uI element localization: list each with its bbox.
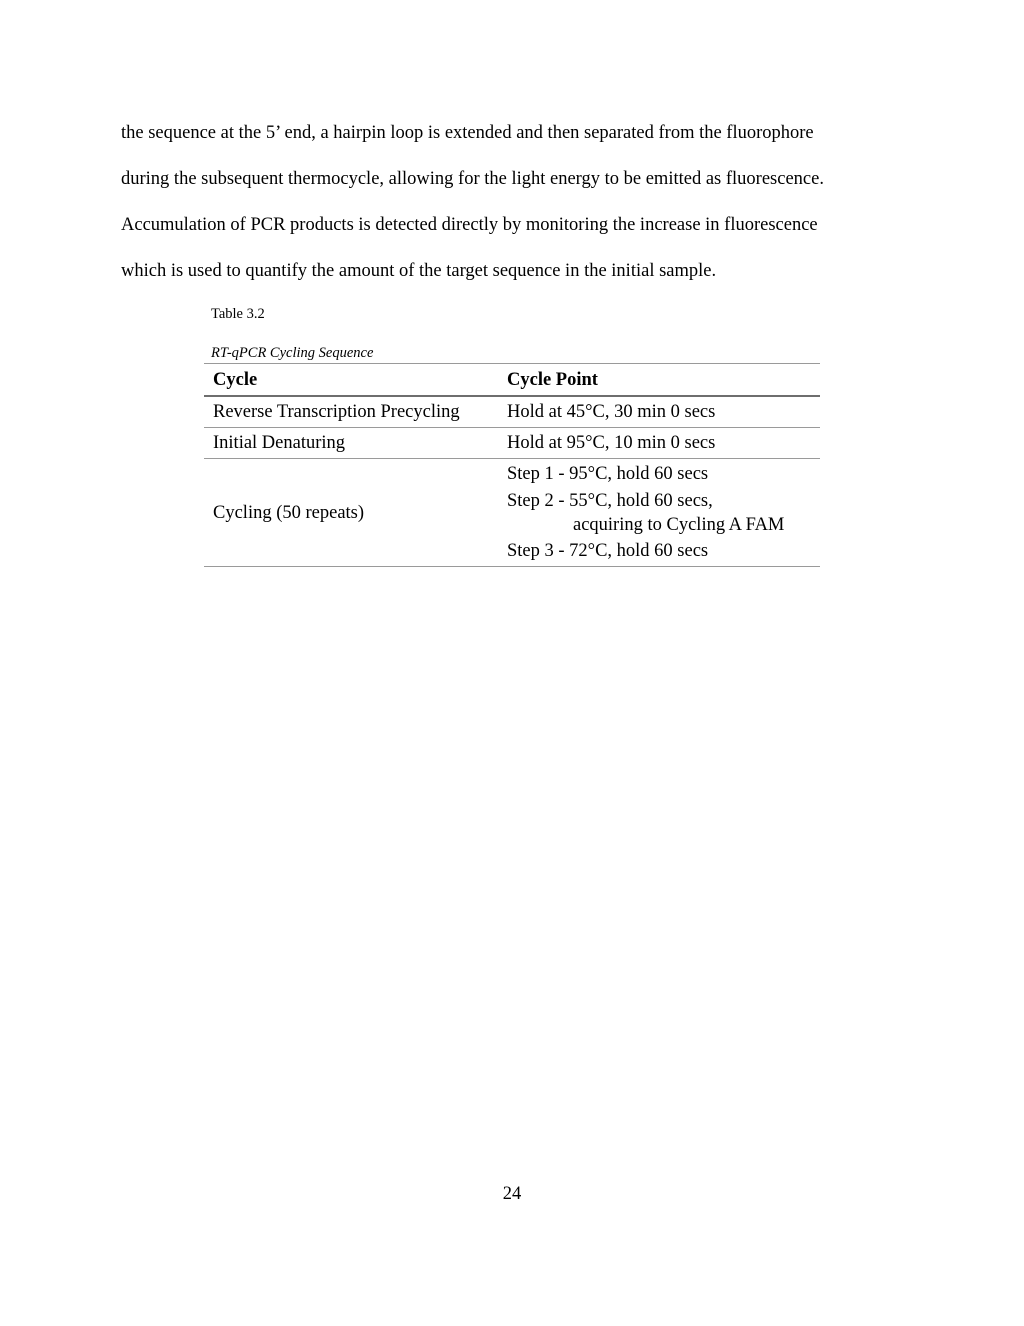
table-cell-cycle-point: Step 3 - 72°C, hold 60 secs bbox=[507, 541, 709, 561]
paragraph-line: Accumulation of PCR products is detected directly by monitoring the increase in fluorescence bbox=[121, 215, 818, 235]
table-label: Table 3.2 bbox=[211, 306, 265, 322]
page-number: 24 bbox=[502, 1184, 522, 1204]
column-header-cycle: Cycle bbox=[213, 370, 258, 390]
paragraph-line: during the subsequent thermocycle, allowing for the light energy to be emitted as fluorescence. bbox=[121, 169, 824, 189]
table-cell-cycle: Reverse Transcription Precycling bbox=[213, 402, 460, 422]
paragraph-line: which is used to quantify the amount of the target sequence in the initial sample. bbox=[121, 261, 717, 281]
table-cell-cycle-point: acquiring to Cycling A FAM bbox=[573, 515, 785, 535]
table-title: RT-qPCR Cycling Sequence bbox=[211, 345, 374, 361]
row-divider bbox=[204, 458, 820, 459]
header-rule bbox=[204, 395, 820, 397]
table-bottom-rule bbox=[204, 566, 820, 567]
table-cell-cycle-point: Step 2 - 55°C, hold 60 secs, bbox=[507, 491, 713, 511]
column-header-cycle-point: Cycle Point bbox=[507, 370, 598, 390]
table-top-rule bbox=[204, 363, 820, 364]
table-cell-cycle-point: Hold at 95°C, 10 min 0 secs bbox=[507, 433, 716, 453]
row-divider bbox=[204, 427, 820, 428]
table-cell-cycle: Initial Denaturing bbox=[213, 433, 346, 453]
table-cell-cycle-point: Hold at 45°C, 30 min 0 secs bbox=[507, 402, 716, 422]
table-cell-cycle-point: Step 1 - 95°C, hold 60 secs bbox=[507, 464, 709, 484]
table-cell-cycle: Cycling (50 repeats) bbox=[213, 503, 365, 523]
paragraph-line: the sequence at the 5’ end, a hairpin loop is extended and then separated from the fluorophore bbox=[121, 123, 814, 143]
